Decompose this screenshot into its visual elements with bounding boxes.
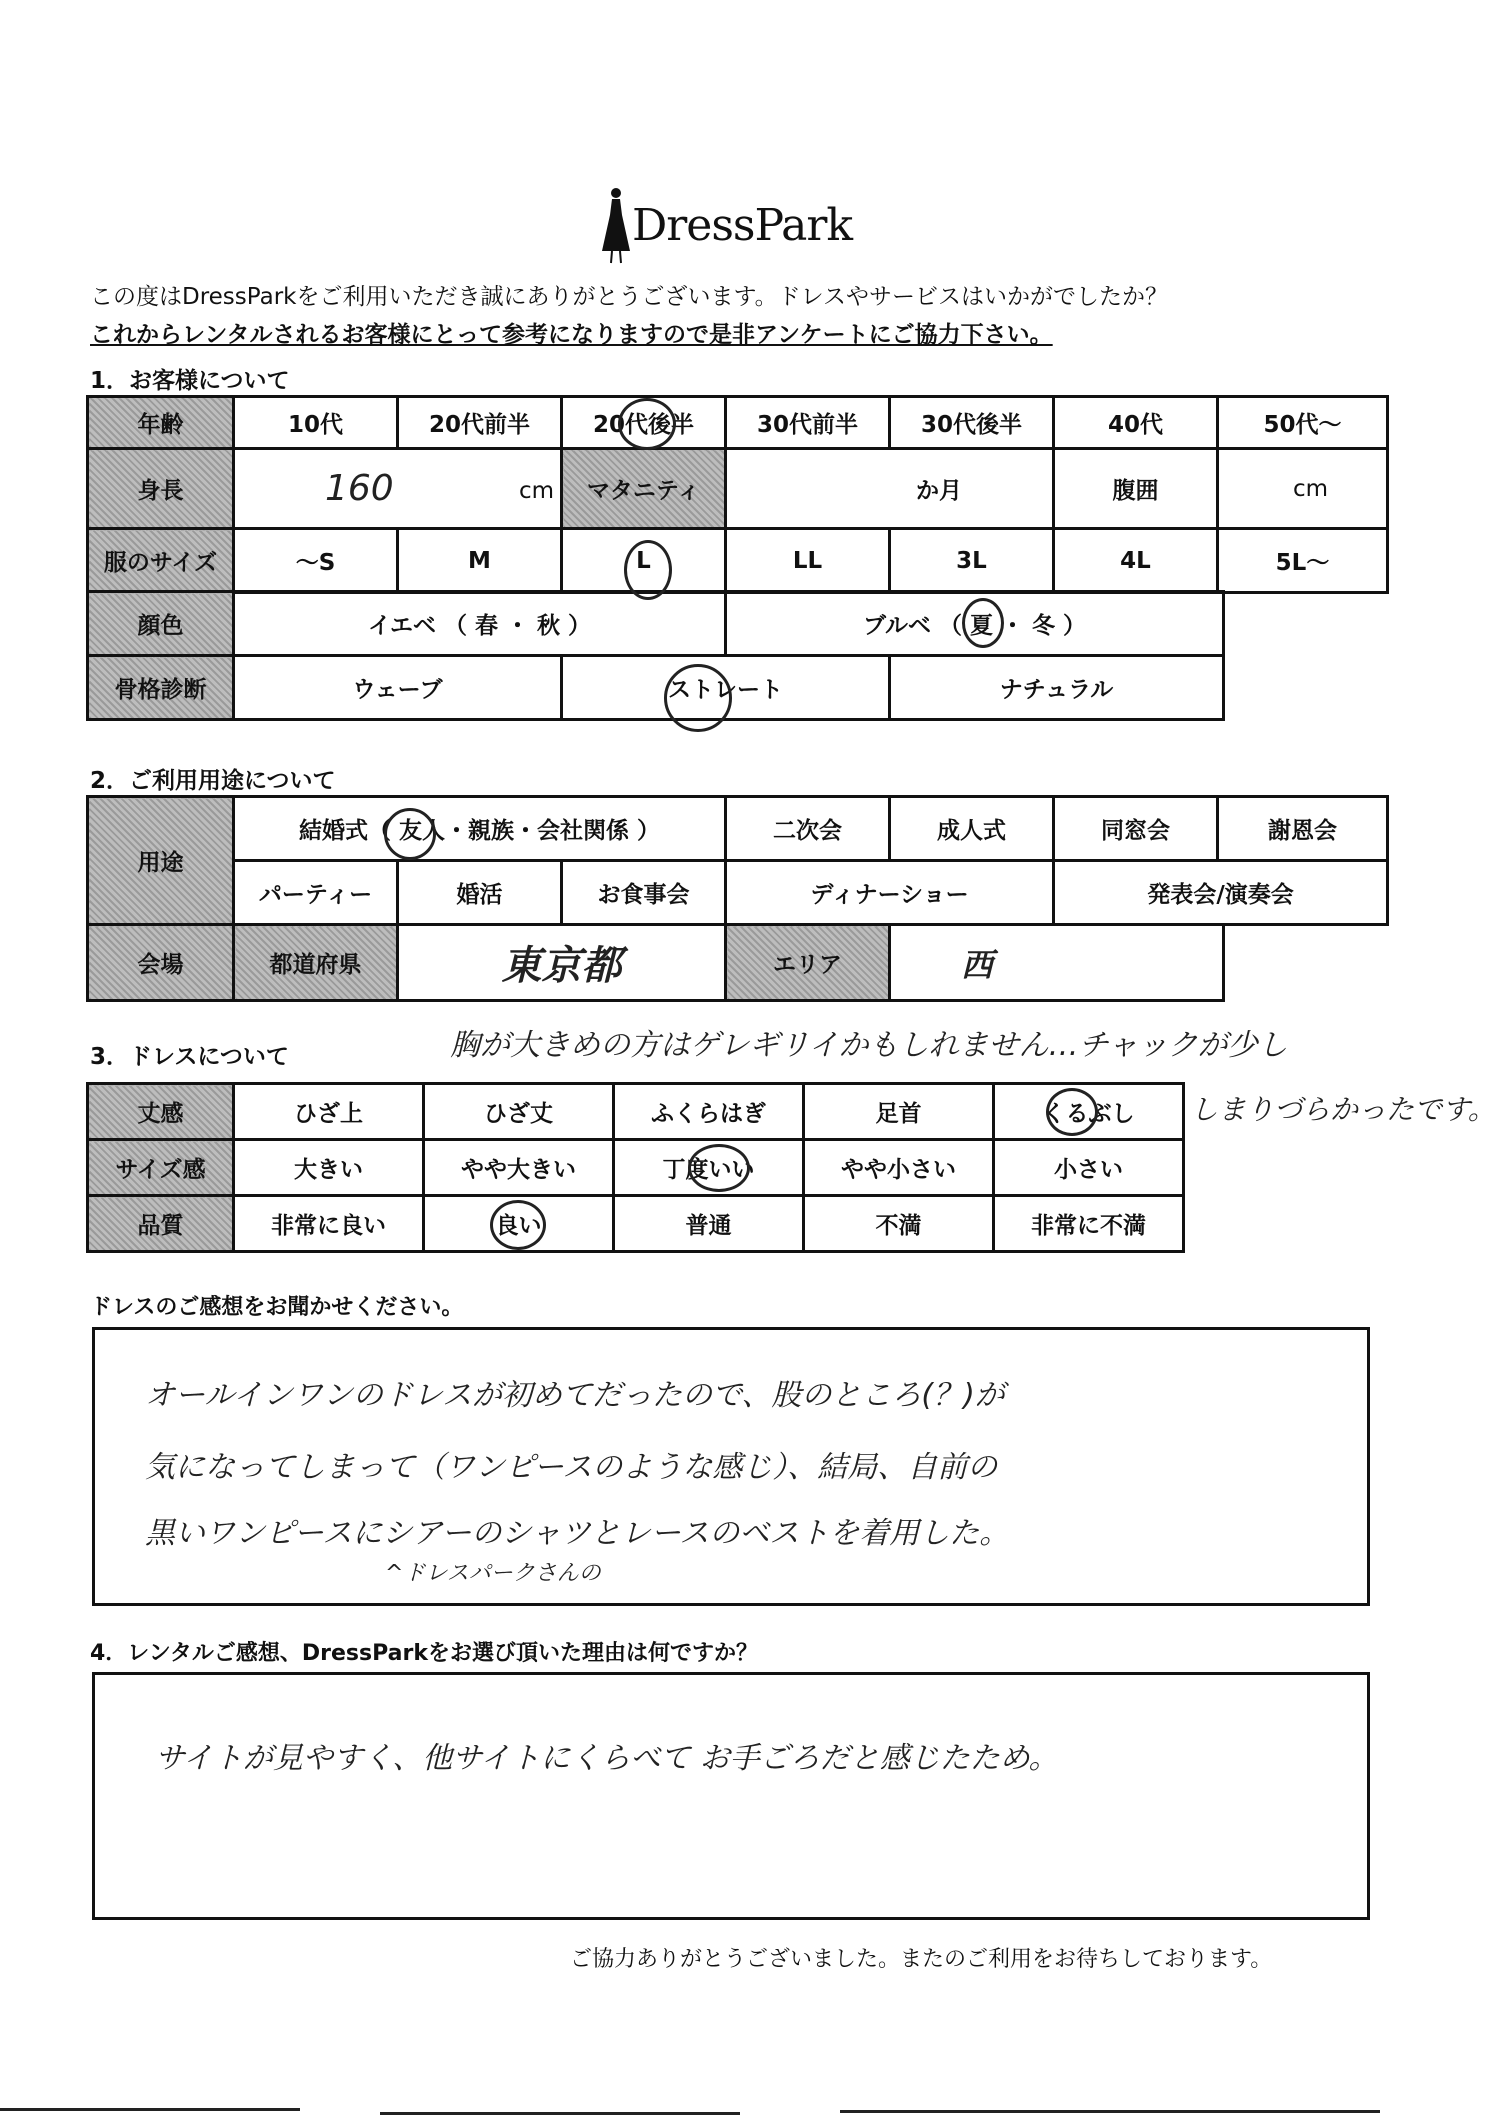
fit-label: サイズ感 — [88, 1140, 234, 1196]
size-option[interactable]: M — [398, 529, 562, 593]
prefecture-value[interactable]: 東京都 — [398, 925, 726, 1001]
usage-table — [86, 795, 1389, 926]
logo — [600, 180, 852, 270]
selection-circle — [490, 1200, 546, 1250]
impression-insert: ^ドレスパークさんの — [385, 1561, 601, 1586]
age-option[interactable]: 30代後半 — [890, 397, 1054, 449]
height-unit: cm — [518, 478, 554, 504]
purpose-option[interactable]: お食事会 — [562, 861, 726, 925]
quality-option[interactable]: 非常に良い — [234, 1196, 424, 1252]
fit-option-selected[interactable]: 丁度いい — [614, 1140, 804, 1196]
color-label: 顔色 — [88, 592, 234, 656]
section2-title: 2．ご利用用途について — [90, 768, 336, 794]
scan-line — [0, 2108, 300, 2111]
intro-request: これからレンタルされるお客様にとって参考になりますので是非アンケートにご協力下さい。 — [90, 322, 1053, 348]
age-option-selected[interactable]: 20代後半 — [562, 397, 726, 449]
quality-option[interactable]: 普通 — [614, 1196, 804, 1252]
selection-circle — [1046, 1088, 1098, 1136]
scan-line — [840, 2110, 1380, 2113]
area-value[interactable]: 西 — [890, 925, 1224, 1001]
purpose-option[interactable]: 発表会/演奏会 — [1054, 861, 1388, 925]
age-option[interactable]: 10代 — [234, 397, 398, 449]
yellow-base-option[interactable]: イエベ （ 春 ・ 秋 ） — [234, 592, 726, 656]
skeleton-option-selected[interactable]: ストレート — [562, 656, 890, 720]
customer-table — [86, 395, 1389, 594]
size-option-selected[interactable]: L — [562, 529, 726, 593]
size-option[interactable]: 5L～ — [1218, 529, 1388, 593]
skeleton-table — [86, 654, 1225, 721]
age-option[interactable]: 30代前半 — [726, 397, 890, 449]
length-option[interactable]: ひざ上 — [234, 1084, 424, 1140]
impressions-box[interactable] — [92, 1327, 1370, 1606]
purpose-option[interactable]: 二次会 — [726, 797, 890, 861]
purpose-option[interactable]: 成人式 — [890, 797, 1054, 861]
maternity-label: マタニティ — [562, 449, 726, 529]
selection-circle — [618, 398, 676, 450]
selection-circle — [962, 598, 1004, 648]
handwritten-note: しまりづらかったです。 — [1190, 1093, 1496, 1126]
skeleton-option[interactable]: ウェーブ — [234, 656, 562, 720]
color-skeleton-table — [86, 590, 1225, 657]
dress-silhouette-icon — [600, 185, 632, 265]
fit-option[interactable]: 大きい — [234, 1140, 424, 1196]
length-option[interactable]: ふくらはぎ — [614, 1084, 804, 1140]
blue-base-option[interactable]: ブルベ （ 夏 ・ 冬 ） — [726, 592, 1224, 656]
selection-circle — [664, 664, 732, 732]
purpose-option[interactable]: 婚活 — [398, 861, 562, 925]
purpose-wedding[interactable]: 結婚式（ 友人・親族・会社関係 ） — [234, 797, 726, 861]
selection-circle — [624, 540, 672, 600]
waist-unit[interactable]: cm — [1218, 449, 1388, 529]
impression-line: 黒いワンピースにシアーのシャツとレースのベストを着用した。 — [145, 1516, 1010, 1551]
section4-title: 4．レンタルご感想、DressParkをお選び頂いた理由は何ですか？ — [90, 1641, 758, 1666]
reason-box[interactable] — [92, 1672, 1370, 1920]
reason-answer: サイトが見やすく、他サイトにくらべて お手ごろだと感じたため。 — [155, 1741, 1059, 1776]
quality-option[interactable]: 非常に不満 — [994, 1196, 1184, 1252]
length-option[interactable]: ひざ丈 — [424, 1084, 614, 1140]
quality-option[interactable]: 不満 — [804, 1196, 994, 1252]
dress-table — [86, 1082, 1185, 1253]
intro-text: この度はDressParkをご利用いただき誠にありがとうございます。ドレスやサービスはいかがでしたか？ — [90, 284, 1168, 310]
scan-line — [380, 2112, 740, 2115]
maternity-month-unit[interactable]: か月 — [726, 449, 1054, 529]
length-option[interactable]: 足首 — [804, 1084, 994, 1140]
size-option[interactable]: LL — [726, 529, 890, 593]
size-option[interactable]: 3L — [890, 529, 1054, 593]
selection-circle — [688, 1144, 750, 1192]
impression-line: 気になってしまって（ワンピースのような感じ）、結局、自前の — [145, 1450, 998, 1485]
size-option[interactable]: ～S — [234, 529, 398, 593]
handwritten-note: 胸が大きめの方はゲレギリイかもしれません…チャックが少し — [450, 1028, 1288, 1063]
purpose-label: 用途 — [88, 797, 234, 925]
skeleton-label: 骨格診断 — [88, 656, 234, 720]
quality-label: 品質 — [88, 1196, 234, 1252]
height-value[interactable]: 160 — [325, 468, 394, 509]
section1-title: 1．お客様について — [90, 368, 290, 394]
fit-option[interactable]: やや大きい — [424, 1140, 614, 1196]
purpose-option[interactable]: パーティー — [234, 861, 398, 925]
height-label: 身長 — [88, 449, 234, 529]
impression-line: オールインワンのドレスが初めてだったので、股のところ(？)が — [145, 1378, 1005, 1413]
selection-circle — [384, 808, 436, 860]
age-option[interactable]: 40代 — [1054, 397, 1218, 449]
age-label: 年齢 — [88, 397, 234, 449]
prefecture-label: 都道府県 — [234, 925, 398, 1001]
area-label: エリア — [726, 925, 890, 1001]
skeleton-option[interactable]: ナチュラル — [890, 656, 1224, 720]
logo-text: DressPark — [632, 199, 853, 251]
fit-option[interactable]: 小さい — [994, 1140, 1184, 1196]
purpose-option[interactable]: ディナーショー — [726, 861, 1054, 925]
size-label: 服のサイズ — [88, 529, 234, 593]
size-option[interactable]: 4L — [1054, 529, 1218, 593]
impressions-title: ドレスのご感想をお聞かせください。 — [90, 1295, 464, 1320]
purpose-option[interactable]: 同窓会 — [1054, 797, 1218, 861]
venue-table — [86, 923, 1225, 1002]
section3-title: 3．ドレスについて — [90, 1044, 289, 1070]
quality-option-selected[interactable]: 良い — [424, 1196, 614, 1252]
length-label: 丈感 — [88, 1084, 234, 1140]
waist-label: 腹囲 — [1054, 449, 1218, 529]
venue-label: 会場 — [88, 925, 234, 1001]
age-option[interactable]: 50代～ — [1218, 397, 1388, 449]
fit-option[interactable]: やや小さい — [804, 1140, 994, 1196]
footer-thanks: ご協力ありがとうございました。またのご利用をお待ちしております。 — [570, 1947, 1273, 1972]
length-option-selected[interactable]: くるぶし — [994, 1084, 1184, 1140]
purpose-option[interactable]: 謝恩会 — [1218, 797, 1388, 861]
age-option[interactable]: 20代前半 — [398, 397, 562, 449]
